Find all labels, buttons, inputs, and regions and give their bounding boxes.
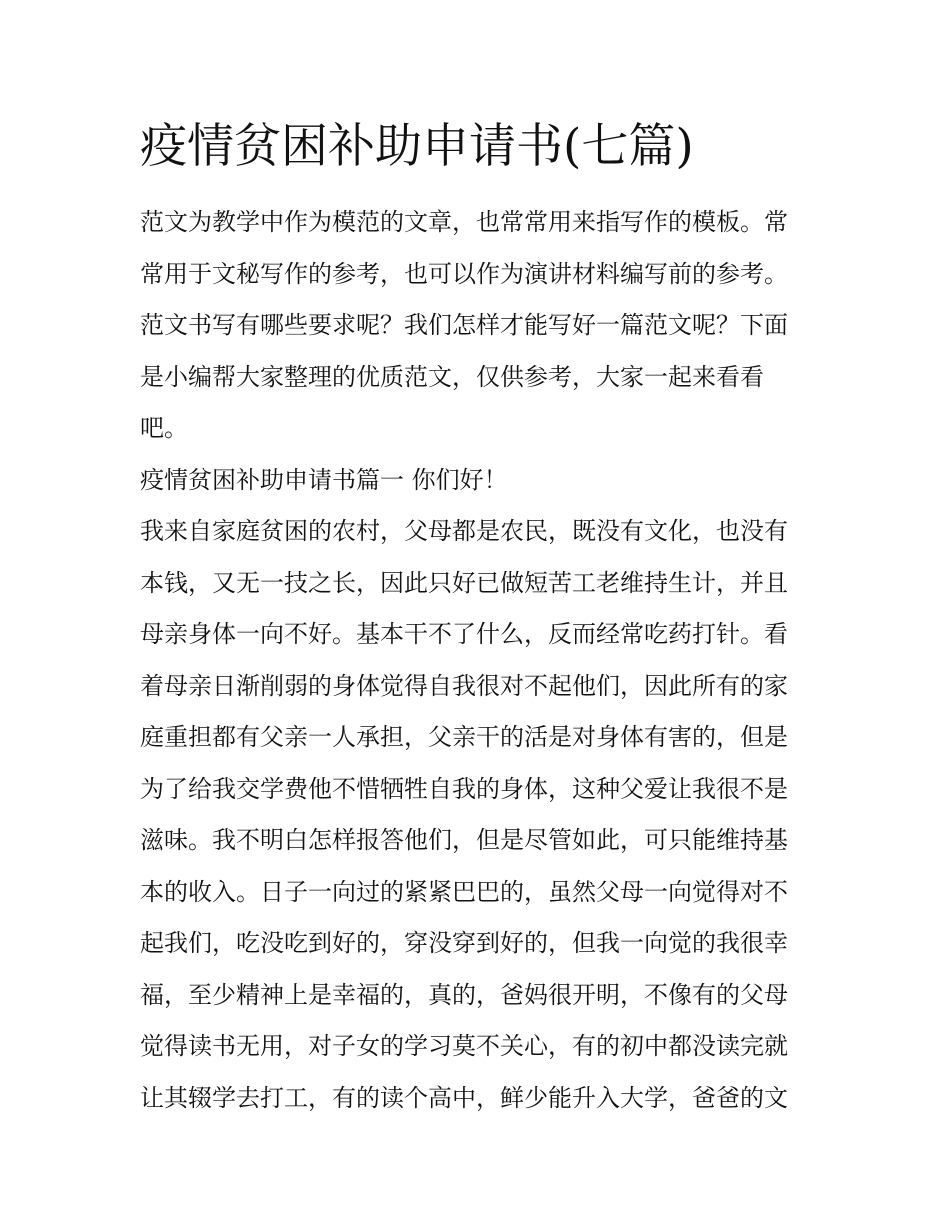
body-line: 我来自家庭贫困的农村，父母都是农民，既没有文化，也没有	[140, 517, 788, 545]
document-page	[140, 115, 812, 1124]
body-line: 常用于文秘写作的参考，也可以作为演讲材料编写前的参考。	[140, 259, 788, 288]
document-body	[140, 197, 812, 1124]
document-title: 疫情贫困补助申请书(七篇)	[140, 119, 694, 174]
body-line: 着母亲日渐削弱的身体觉得自我很对不起他们，因此所有的家	[140, 671, 788, 700]
body-line: 滋味。我不明白怎样报答他们，但是尽管如此，可只能维持基	[140, 826, 788, 854]
body-line: 庭重担都有父亲一人承担，父亲干的活是对身体有害的，但是	[140, 723, 788, 751]
body-line: 让其辍学去打工，有的读个高中，鲜少能升入大学，爸爸的文	[140, 1083, 788, 1112]
body-line: 为了给我交学费他不惜牺牲自我的身体，这种父爱让我很不是	[140, 774, 788, 803]
body-line: 本钱，又无一技之长，因此只好已做短苦工老维持生计，并且	[140, 568, 788, 597]
body-line: 吧。	[140, 414, 188, 442]
section-heading: 疫情贫困补助申请书篇一 你们好！	[140, 465, 508, 494]
body-line: 是小编帮大家整理的优质范文，仅供参考，大家一起来看看	[140, 362, 764, 391]
body-line: 本的收入。日子一向过的紧紧巴巴的，虽然父母一向觉得对不	[140, 877, 788, 906]
body-line: 福，至少精神上是幸福的，真的，爸妈很开明，不像有的父母	[140, 980, 788, 1009]
body-line: 觉得读书无用，对子女的学习莫不关心，有的初中都没读完就	[140, 1032, 788, 1060]
body-line: 起我们，吃没吃到好的，穿没穿到好的，但我一向觉的我很幸	[140, 929, 788, 957]
body-line: 母亲身体一向不好。基本干不了什么，反而经常吃药打针。看	[140, 620, 788, 648]
body-line: 范文书写有哪些要求呢？我们怎样才能写好一篇范文呢？下面	[140, 311, 788, 339]
body-line: 范文为教学中作为模范的文章，也常常用来指写作的模板。常	[140, 208, 788, 236]
